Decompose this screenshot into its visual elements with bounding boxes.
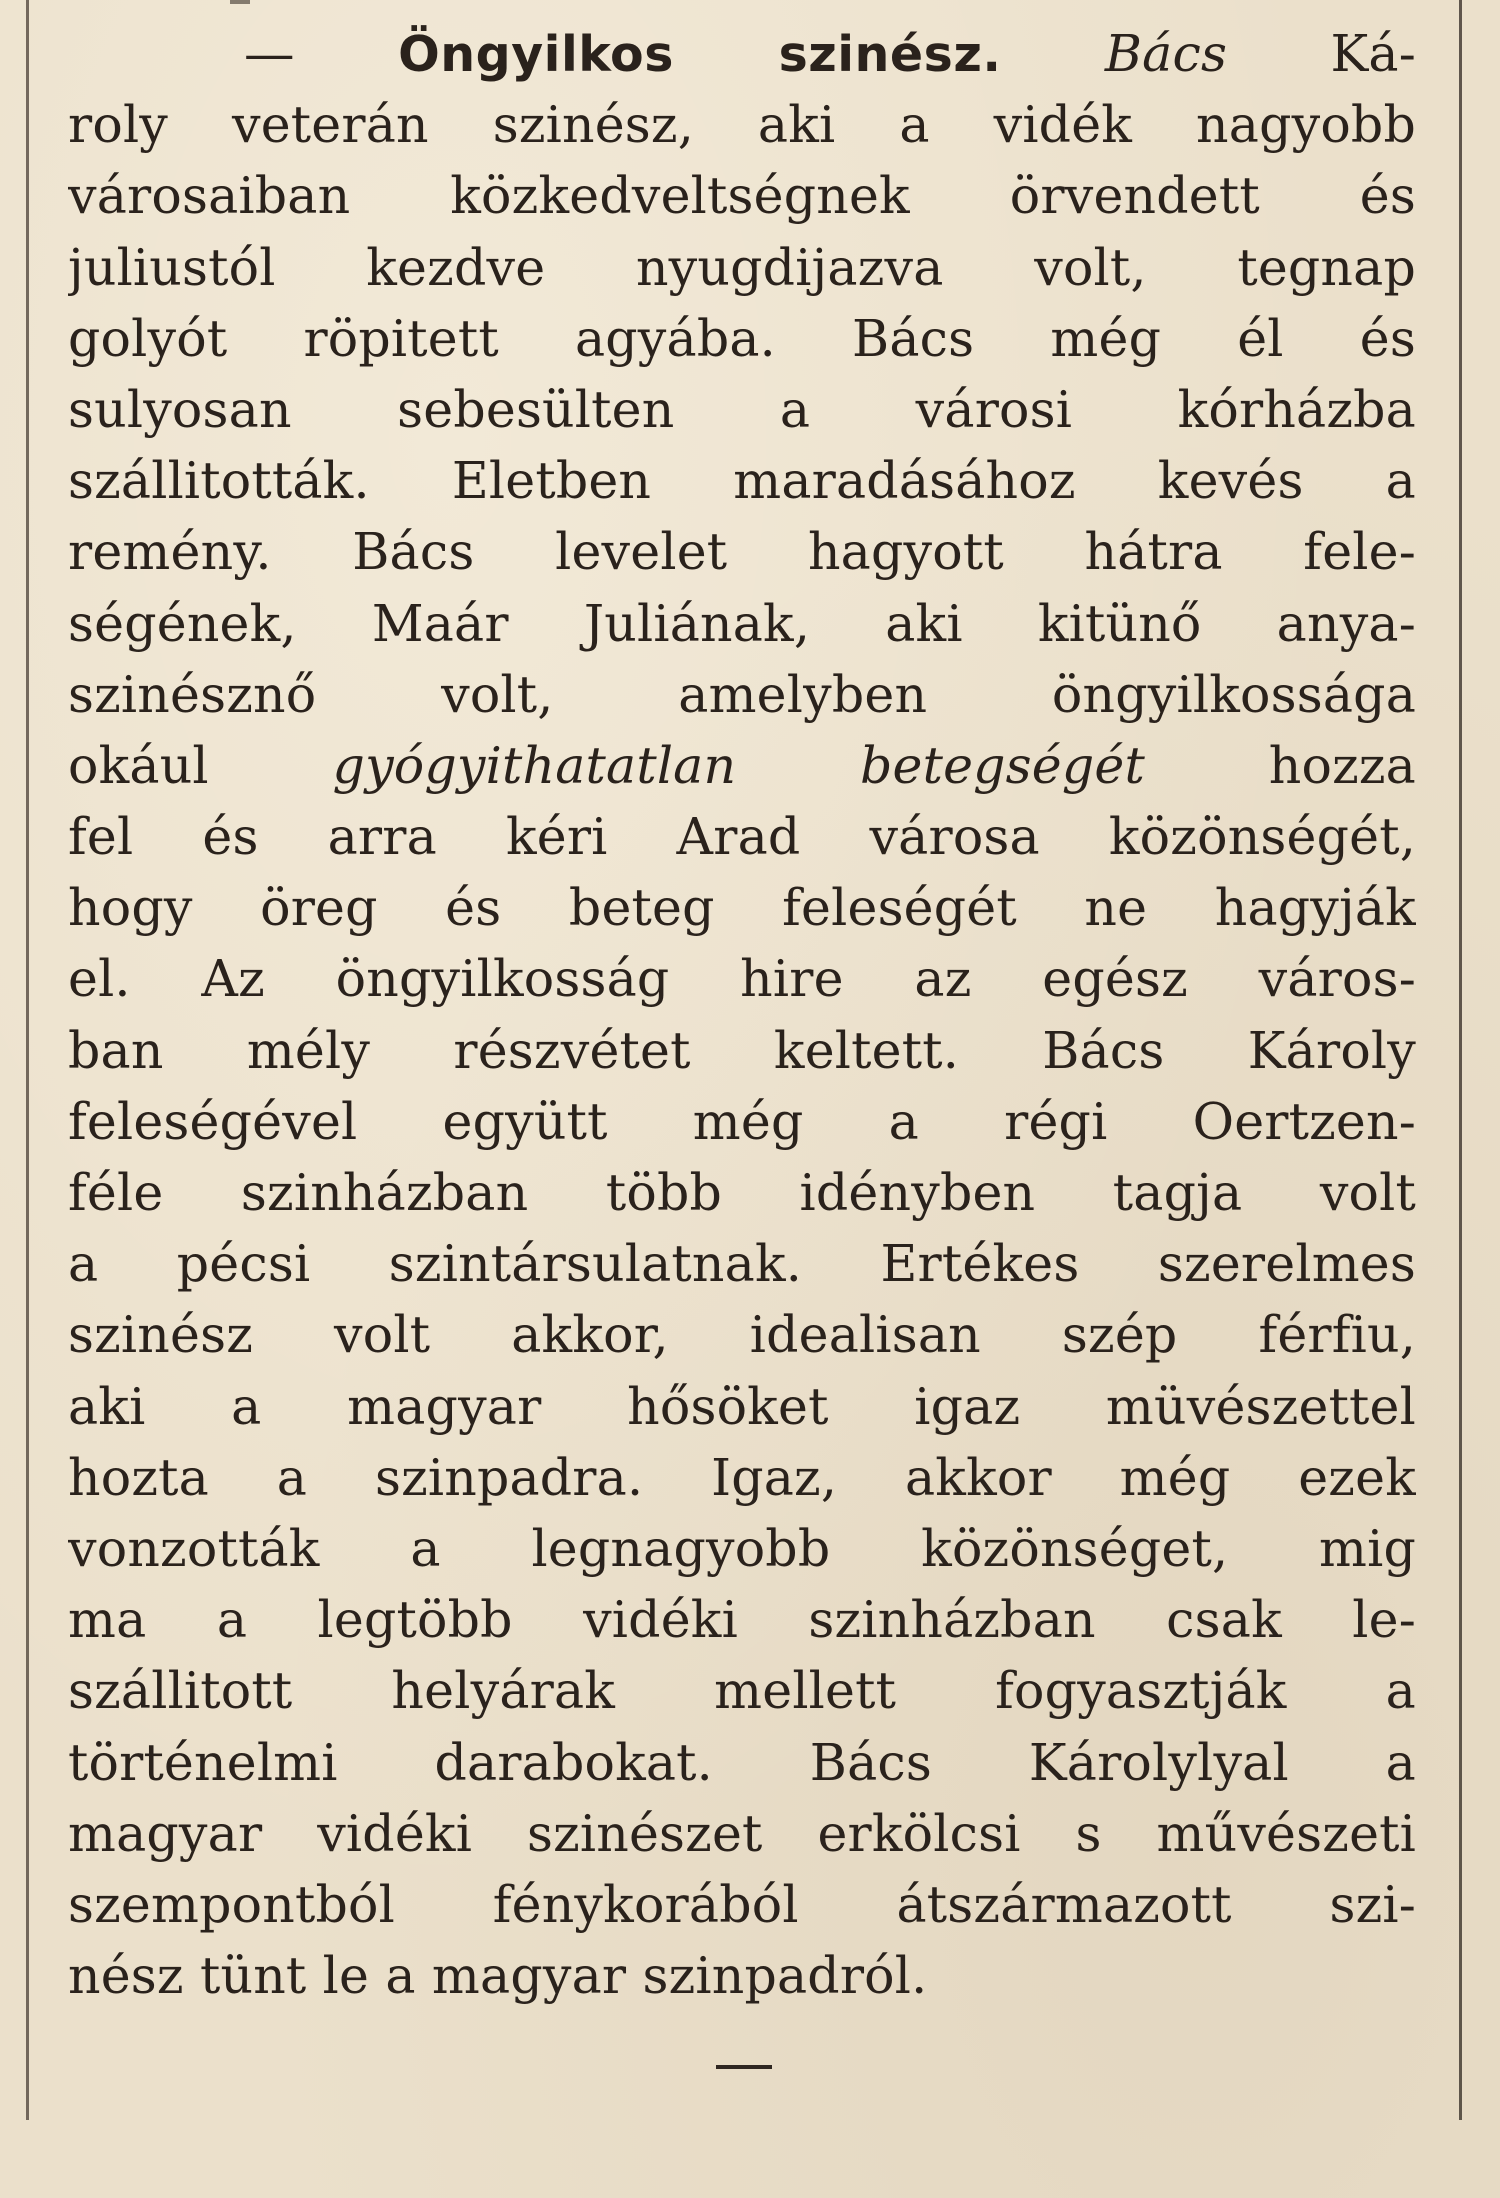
article-line	[68, 1940, 1416, 2011]
article-line	[68, 943, 1416, 1014]
line-text: féle szinházban több idényben tagja volt	[68, 1163, 1416, 1222]
article-line	[68, 374, 1416, 445]
article-first-line	[68, 18, 1416, 89]
article-line	[68, 1228, 1416, 1299]
article-body	[68, 89, 1416, 2011]
article-line	[68, 160, 1416, 231]
article-line	[68, 1655, 1416, 1726]
line-text: hogy öreg és beteg feleségét ne hagyják	[68, 878, 1416, 938]
line-text: hozta a szinpadra. Igaz, akkor még ezek	[68, 1447, 1416, 1507]
article-line	[68, 1442, 1416, 1513]
article-line	[68, 1798, 1416, 1869]
article-line	[68, 232, 1416, 303]
line-text: szinésznő volt, amelyben öngyilkossága	[68, 664, 1416, 724]
article-line	[68, 1869, 1416, 1940]
line-text: szinész volt akkor, idealisan szép férfiu,	[68, 1305, 1416, 1365]
line-text: ma a legtöbb vidéki szinházban csak le-	[68, 1590, 1416, 1650]
article-line	[68, 1371, 1416, 1442]
article-line	[68, 516, 1416, 587]
line-text: okául	[68, 735, 333, 795]
article-line	[68, 1086, 1416, 1157]
line-text: el. Az öngyilkosság hire az egész város-	[68, 949, 1416, 1009]
line-text: ban mély részvétet keltett. Bács Károly	[68, 1020, 1416, 1080]
line-text: aki a magyar hősöket igaz müvészettel	[68, 1376, 1416, 1436]
line-text: roly veterán szinész, aki a vidék nagyobb	[68, 95, 1416, 155]
line-text: magyar vidéki szinészet erkölcsi s művészeti	[68, 1803, 1416, 1863]
line-text: történelmi darabokat. Bács Károlylyal a	[68, 1732, 1416, 1792]
line-text: feleségével együtt még a régi Oertzen-	[68, 1091, 1416, 1151]
line-text: szállitott helyárak mellett fogyasztják a	[68, 1661, 1416, 1721]
news-article	[68, 18, 1416, 2011]
lead-dash: —	[244, 24, 399, 83]
article-line	[68, 730, 1416, 801]
column-rule-left	[26, 0, 29, 2120]
line-text: juliustól kezdve nyugdijazva volt, tegnap	[68, 237, 1416, 297]
italic-text: gyógyithatatlan betegségét	[332, 735, 1145, 795]
end-of-article-dash	[716, 2065, 772, 2069]
column-rule-right	[1459, 0, 1462, 2120]
line-text: városaiban közkedveltségnek örvendett és	[68, 166, 1416, 226]
article-line	[68, 1299, 1416, 1370]
article-line	[68, 89, 1416, 160]
article-line	[68, 872, 1416, 943]
article-line	[68, 659, 1416, 730]
top-edge-mark	[230, 0, 250, 4]
article-line	[68, 1584, 1416, 1655]
first-line-italic-name: Bács	[1104, 24, 1228, 83]
article-line	[68, 1513, 1416, 1584]
article-line	[68, 1015, 1416, 1086]
article-line	[68, 588, 1416, 659]
article-line	[68, 1157, 1416, 1228]
line-text: szempontból fénykorából átszármazott szi-	[68, 1874, 1416, 1934]
line-text: a pécsi szintársulatnak. Ertékes szerelmes	[68, 1234, 1416, 1294]
line-text: szállitották. Eletben maradásához kevés a	[68, 451, 1416, 511]
line-text: fel és arra kéri Arad városa közönségét,	[68, 807, 1416, 867]
line-text: remény. Bács levelet hagyott hátra fele-	[68, 522, 1416, 582]
line-text: sulyosan sebesülten a városi kórházba	[68, 379, 1416, 439]
line-text: nész tünt le a magyar szinpadról.	[68, 1946, 928, 2006]
article-line	[68, 801, 1416, 872]
line-text: ségének, Maár Juliának, aki kitünő anya-	[68, 593, 1416, 653]
article-line	[68, 445, 1416, 516]
article-headline: Öngyilkos szinész.	[398, 26, 1002, 83]
line-text: vonzották a legnagyobb közönséget, mig	[68, 1518, 1416, 1578]
article-line	[68, 1727, 1416, 1798]
line-text: hozza	[1145, 735, 1416, 795]
first-line-rest: Ká-	[1227, 24, 1416, 83]
line-text: golyót röpitett agyába. Bács még él és	[68, 308, 1416, 368]
article-line	[68, 303, 1416, 374]
